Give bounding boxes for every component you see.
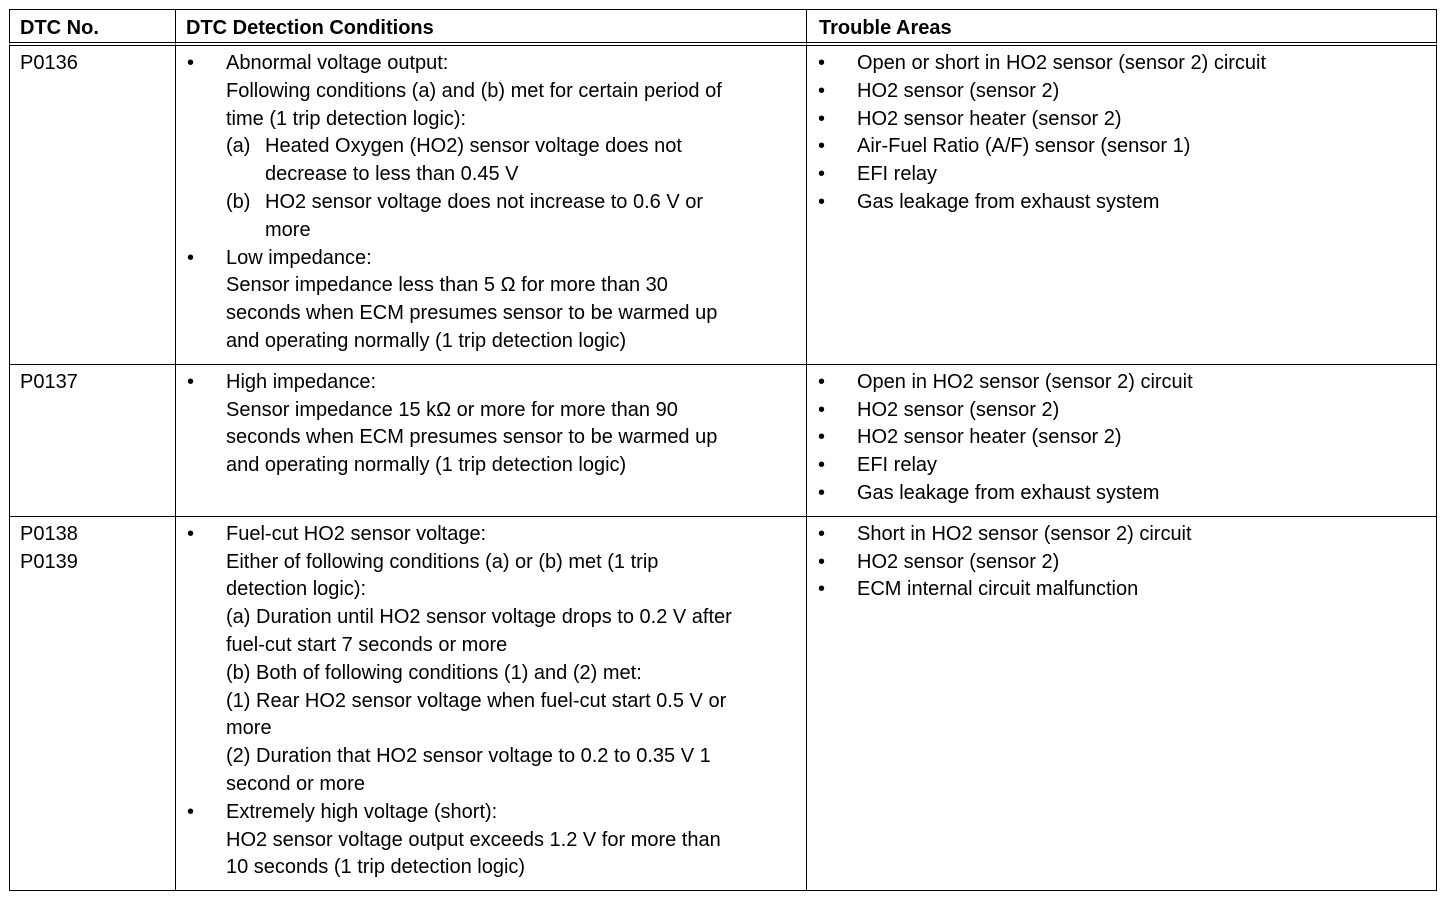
trouble-area-item: [817, 189, 1430, 217]
trouble-area-text: Gas leakage from exhaust system: [857, 190, 1160, 213]
condition-text: more: [226, 717, 272, 740]
bullet-icon: •: [187, 800, 195, 823]
condition-text: Heated Oxygen (HO2) sensor voltage does not: [265, 135, 682, 158]
trouble-area-text: HO2 sensor heater (sensor 2): [857, 107, 1122, 130]
condition-text: time (1 trip detection logic):: [226, 107, 467, 130]
trouble-area-item: [817, 452, 1430, 480]
condition-text: decrease to less than 0.45 V: [265, 163, 519, 186]
bullet-icon: •: [818, 550, 826, 573]
condition-text: seconds when ECM presumes sensor to be warmed up: [226, 302, 718, 325]
trouble-area-text: ECM internal circuit malfunction: [857, 578, 1139, 601]
bullet-icon: •: [818, 426, 826, 449]
trouble-area-item: [817, 369, 1430, 397]
bullet-icon: •: [818, 163, 826, 186]
trouble-area-text: EFI relay: [857, 163, 938, 186]
dtc-code-cell: [9, 46, 176, 365]
bullet-icon: •: [818, 79, 826, 102]
condition-bullet-item: [186, 369, 800, 397]
condition-text: High impedance:: [226, 370, 377, 393]
condition-text: Sensor impedance 15 kΩ or more for more than 90: [226, 398, 678, 421]
table-body: [9, 46, 1437, 891]
condition-bullet-item: [186, 521, 800, 549]
condition-text: seconds when ECM presumes sensor to be warmed up: [226, 426, 718, 449]
condition-text: and operating normally (1 trip detection logic): [226, 454, 627, 477]
detection-conditions-cell: [176, 365, 807, 517]
dtc-code: P0139: [20, 550, 78, 573]
condition-text: more: [265, 218, 311, 241]
condition-sub-item: [186, 217, 800, 245]
sub-item-marker: (a): [226, 135, 251, 158]
trouble-area-text: Air-Fuel Ratio (A/F) sensor (sensor 1): [857, 135, 1191, 158]
trouble-area-item: [817, 161, 1430, 189]
table-row: [9, 365, 1437, 517]
trouble-area-text: Open or short in HO2 sensor (sensor 2) circuit: [857, 52, 1267, 74]
bullet-icon: •: [818, 398, 826, 421]
dtc-no-header: DTC No.: [9, 9, 176, 46]
dtc-code: P0136: [20, 52, 78, 74]
trouble-areas-cell: [807, 365, 1437, 517]
dtc-code: P0138: [20, 522, 78, 545]
condition-sub-item: [186, 189, 800, 217]
bullet-icon: •: [818, 135, 826, 158]
detection-conditions-cell: [176, 517, 807, 891]
bullet-icon: •: [818, 454, 826, 477]
trouble-area-text: HO2 sensor (sensor 2): [857, 550, 1060, 573]
trouble-area-item: [817, 521, 1430, 549]
dtc-table: [9, 9, 1437, 891]
bullet-icon: •: [187, 52, 195, 74]
bullet-icon: •: [187, 370, 195, 393]
condition-text: Abnormal voltage output:: [226, 52, 449, 74]
condition-bullet-item: [186, 799, 800, 827]
detection-conditions-cell: [176, 46, 807, 365]
bullet-icon: •: [187, 522, 195, 545]
condition-text: Sensor impedance less than 5 Ω for more than 30: [226, 274, 668, 297]
condition-sub-item: [186, 133, 800, 161]
bullet-icon: •: [818, 481, 826, 504]
dtc-code-cell: [9, 365, 176, 517]
condition-text: Either of following conditions (a) or (b) met (1 trip: [226, 550, 659, 573]
dtc-code: P0137: [20, 370, 78, 393]
trouble-area-item: [817, 549, 1430, 577]
condition-text: HO2 sensor voltage output exceeds 1.2 V for more than: [226, 828, 721, 851]
condition-text: HO2 sensor voltage does not increase to 0.6 V or: [265, 190, 704, 213]
trouble-area-text: HO2 sensor (sensor 2): [857, 398, 1060, 421]
condition-text: second or more: [226, 772, 365, 795]
trouble-area-text: Short in HO2 sensor (sensor 2) circuit: [857, 522, 1192, 545]
condition-text: Fuel-cut HO2 sensor voltage:: [226, 522, 487, 545]
trouble-area-text: EFI relay: [857, 454, 938, 477]
condition-bullet-item: [186, 245, 800, 273]
trouble-area-item: [817, 576, 1430, 604]
condition-text: detection logic):: [226, 578, 367, 601]
condition-sub-item: [186, 161, 800, 189]
detection-conditions-header: DTC Detection Conditions: [176, 9, 807, 46]
condition-text: Extremely high voltage (short):: [226, 800, 498, 823]
trouble-area-text: Gas leakage from exhaust system: [857, 481, 1160, 504]
bullet-icon: •: [818, 370, 826, 393]
bullet-icon: •: [818, 107, 826, 130]
bullet-icon: •: [818, 190, 826, 213]
condition-text: (b) Both of following conditions (1) and (2) met:: [226, 661, 642, 684]
trouble-area-item: [817, 133, 1430, 161]
trouble-area-item: [817, 424, 1430, 452]
condition-text: and operating normally (1 trip detection logic): [226, 329, 627, 352]
condition-text: (1) Rear HO2 sensor voltage when fuel-cut start 0.5 V or: [226, 689, 727, 712]
bullet-icon: •: [818, 578, 826, 601]
trouble-area-item: [817, 480, 1430, 508]
trouble-areas-cell: [807, 517, 1437, 891]
trouble-area-item: [817, 106, 1430, 134]
condition-text: (2) Duration that HO2 sensor voltage to 0.2 to 0.35 V 1: [226, 745, 711, 768]
bullet-icon: •: [187, 246, 195, 269]
trouble-area-item: [817, 50, 1430, 78]
trouble-area-item: [817, 78, 1430, 106]
trouble-areas-cell: [807, 46, 1437, 365]
condition-text: Low impedance:: [226, 246, 372, 269]
condition-text: fuel-cut start 7 seconds or more: [226, 633, 508, 656]
table-header-row: [9, 9, 1437, 46]
condition-text: Following conditions (a) and (b) met for certain period of: [226, 79, 722, 102]
condition-bullet-item: [186, 50, 800, 78]
condition-text: (a) Duration until HO2 sensor voltage drops to 0.2 V after: [226, 606, 732, 629]
table-row: [9, 517, 1437, 891]
trouble-area-item: [817, 397, 1430, 425]
dtc-code-cell: [9, 517, 176, 891]
sub-item-marker: (b): [226, 190, 251, 213]
trouble-area-text: HO2 sensor (sensor 2): [857, 79, 1060, 102]
bullet-icon: •: [818, 522, 826, 545]
trouble-area-text: Open in HO2 sensor (sensor 2) circuit: [857, 370, 1193, 393]
trouble-areas-header: Trouble Areas: [807, 9, 1437, 46]
condition-text: 10 seconds (1 trip detection logic): [226, 856, 526, 879]
trouble-area-text: HO2 sensor heater (sensor 2): [857, 426, 1122, 449]
bullet-icon: •: [818, 52, 826, 74]
table-row: [9, 46, 1437, 365]
